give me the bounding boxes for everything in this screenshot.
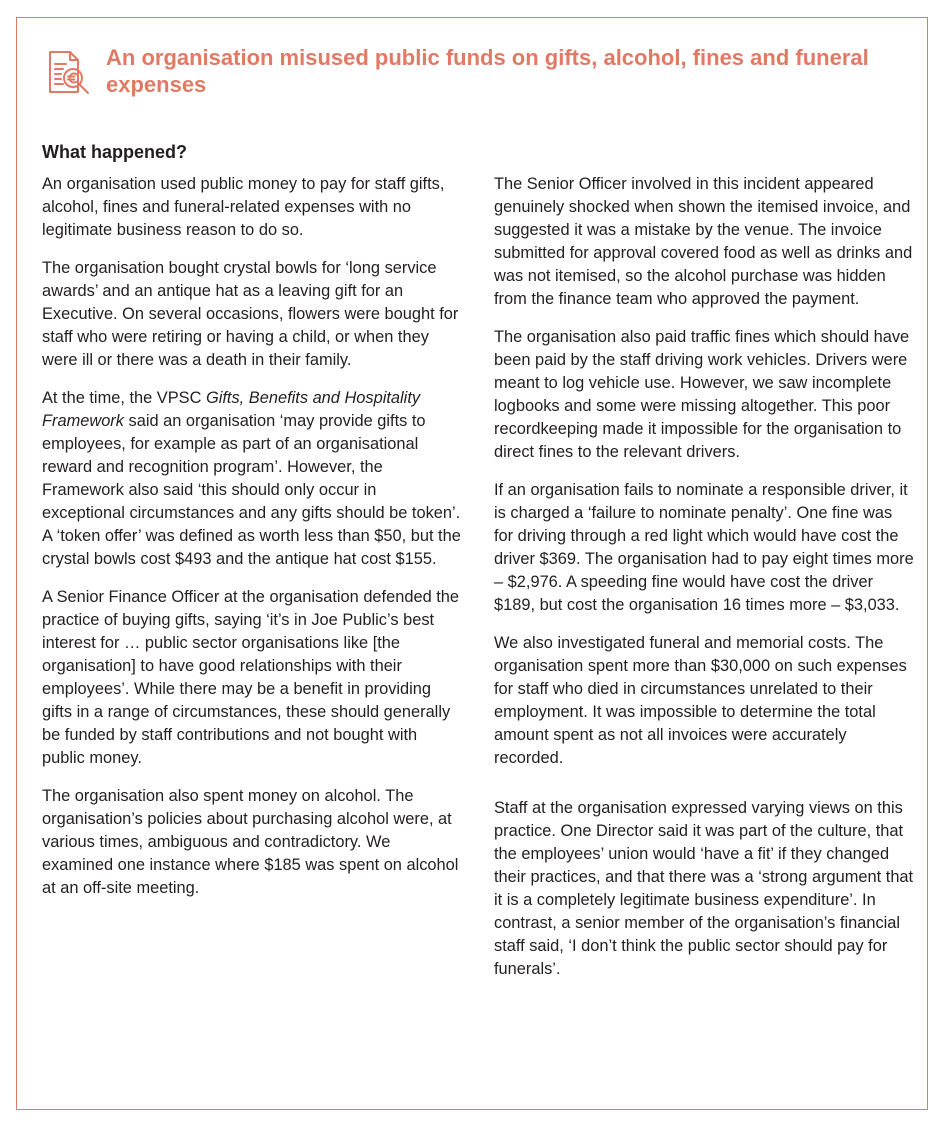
framework-title: Gifts, Benefits and Hospitality Framework xyxy=(42,389,421,430)
paragraph: An organisation used public money to pay for staff gifts, alcohol, fines and funeral-related expenses with no legitimate business reason to do so. xyxy=(42,175,445,239)
paragraph: We also investigated funeral and memorial costs. The organisation spent more than $30,000 on such expenses for staff who died in circumstances unrelated to their employment. It was impossible to determine the total amount spent as not all invoices were accurately recorded. xyxy=(494,634,907,767)
paragraph xyxy=(42,387,462,571)
right-column xyxy=(494,173,914,996)
paragraph-text: At the time, the VPSC xyxy=(42,389,206,407)
paragraph: A Senior Finance Officer at the organisation defended the practice of buying gifts, saying ‘it’s in Joe Public’s best interest for … public sector organisations like [the organisation] to have good relationships with their employees’. While there may be a benefit in providing gifts in a range of circumstances, these should generally be funded by staff contributions and not bought with public money. xyxy=(42,588,460,767)
section-heading: What happened? xyxy=(42,142,187,162)
paragraph: The organisation also spent money on alcohol. The organisation’s policies about purchasing alcohol were, at various times, ambiguous and contradictory. We examined one instance where $185 was spent on alcohol at an off-site meeting. xyxy=(42,787,459,897)
paragraph-text: said an organisation ‘may provide gifts to employees, for example as part of an organisational reward and recognition program’. However, the Framework also said ‘this should only occur in exceptional circumstances and any gifts should be token’. A ‘token offer’ was defined as worth less than $50, but the crystal bowls cost $493 and the antique hat cost $155. xyxy=(42,412,461,568)
paragraph: The organisation bought crystal bowls for ‘long service awards’ and an antique hat as a leaving gift for an Executive. On several occasions, flowers were bought for staff who were retiring or having a child, or when they were ill or there was a death in their family. xyxy=(42,259,459,369)
paragraph: The organisation also paid traffic fines which should have been paid by the staff driving work vehicles. Drivers were meant to log vehicle use. However, we saw incomplete logbooks and some were missing altogether. This poor recordkeeping made it impossible for the organisation to direct fines to the relevant drivers. xyxy=(494,328,910,461)
left-column xyxy=(42,173,462,915)
paragraph: Staff at the organisation expressed varying views on this practice. One Director said it was part of the culture, that the employees’ union would ‘have a fit’ if they changed their practices, and that there was a ‘strong argument that it is a completely legitimate business expenditure’. In contrast, a senior member of the organisation’s financial staff said, ‘I don’t think the public sector should pay for funerals’. xyxy=(494,799,914,978)
page-title: An organisation misused public funds on gifts, alcohol, fines and funeral expenses xyxy=(106,45,869,97)
document-magnifier-icon xyxy=(46,48,94,96)
paragraph: If an organisation fails to nominate a responsible driver, it is charged a ‘failure to nominate penalty’. One fine was for driving through a red light which would have cost the driver $369. The organisation had to pay eight times more – $2,976. A speeding fine would have cost the driver $189, but cost the organisation 16 times more – $3,033. xyxy=(494,481,914,614)
paragraph: The Senior Officer involved in this incident appeared genuinely shocked when shown the itemised invoice, and suggested it was a mistake by the venue. The invoice submitted for approval covered food as well as drinks and was not itemised, so the alcohol purchase was hidden from the finance team who approved the payment. xyxy=(494,175,913,308)
